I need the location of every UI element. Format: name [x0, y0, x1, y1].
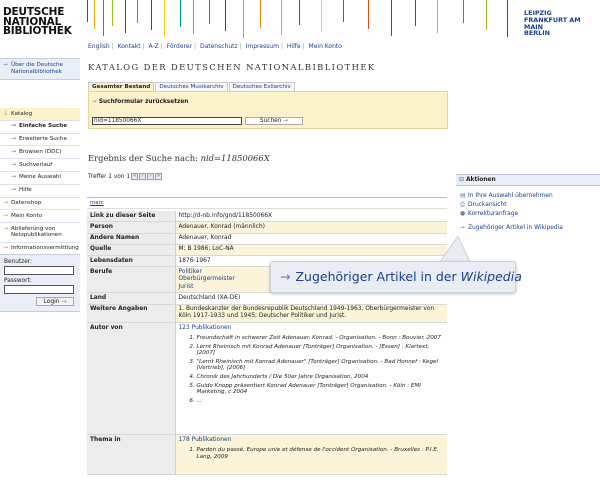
- marc-row: [87, 197, 447, 209]
- stripe: [463, 0, 464, 23]
- sidebar-item-label: Informationsvermittlung: [11, 245, 79, 252]
- record-table: [87, 211, 447, 475]
- stripe: [415, 0, 416, 26]
- table-row: [87, 222, 447, 233]
- stripe: [125, 0, 126, 33]
- table-row: [87, 233, 447, 244]
- next-page-icon[interactable]: ›: [147, 173, 154, 180]
- tab-musikarchiv[interactable]: Deutsches Musikarchiv: [155, 82, 227, 91]
- autor-cell: [175, 323, 447, 435]
- logo-line: DEUTSCHE: [3, 6, 65, 18]
- publication-list: [189, 335, 445, 404]
- nav-a-z[interactable]: A-Z: [148, 43, 159, 50]
- stripe: [193, 0, 194, 34]
- sidebar-item-suchverlauf[interactable]: [0, 159, 80, 172]
- stripe: [281, 0, 282, 35]
- actions-header: [456, 174, 600, 186]
- prev-page-icon[interactable]: ‹: [139, 173, 146, 180]
- sidebar-item-datenshop[interactable]: [0, 198, 80, 211]
- stripe: [94, 0, 95, 29]
- stripe: [180, 0, 181, 27]
- autor-publications-link[interactable]: 123 Publikationen: [178, 324, 232, 331]
- stripe: [209, 0, 210, 24]
- password-label: Passwort:: [4, 278, 32, 284]
- action-wikipedia-article[interactable]: [456, 224, 600, 232]
- city-leipzig[interactable]: LEIPZIG: [524, 9, 552, 17]
- arrow-icon: →: [92, 99, 97, 105]
- city-berlin[interactable]: BERLIN: [524, 29, 550, 38]
- arrow-icon: →: [3, 62, 8, 68]
- arrow-icon: →: [11, 122, 17, 130]
- stripe: [486, 0, 487, 30]
- decorative-stripes: [85, 0, 515, 40]
- stripe: [164, 0, 165, 37]
- row-label: Berufe: [87, 267, 175, 293]
- first-page-icon[interactable]: «: [132, 173, 137, 179]
- city-list: [524, 10, 600, 37]
- dnb-logo[interactable]: [3, 8, 83, 37]
- username-label: Benutzer:: [4, 259, 33, 265]
- print-icon: ⎙: [460, 201, 465, 208]
- arrow-icon: →: [3, 224, 9, 232]
- logo-line: NATIONAL: [3, 15, 62, 28]
- login-box: [0, 254, 80, 312]
- tab-gesamter-bestand[interactable]: Gesamter Bestand: [88, 82, 154, 91]
- pager-text: Treffer 1 von 1: [88, 173, 131, 180]
- action-correction-request[interactable]: [456, 210, 600, 218]
- zoom-callout-text: Zugehöriger Artikel in der: [295, 269, 461, 284]
- login-button[interactable]: [36, 297, 74, 306]
- city-frankfurt[interactable]: FRANKFURT AM MAIN: [524, 15, 581, 31]
- zoom-callout-wikipedia: Wikipedia: [460, 269, 522, 284]
- table-row: [87, 304, 447, 323]
- sidebar-item-label: Erweiterte Suche: [19, 136, 67, 143]
- sidebar-item-label: Katalog: [11, 110, 33, 117]
- search-button-label: Suchen: [259, 118, 282, 124]
- row-label: Thema in: [87, 435, 175, 475]
- stripe: [243, 0, 244, 38]
- zoom-callout[interactable]: [270, 261, 522, 293]
- beruf-link[interactable]: Oberbürgermeister: [178, 276, 235, 283]
- catalog-tabs: [88, 82, 296, 91]
- nav-mein-konto[interactable]: Mein Konto: [308, 43, 342, 50]
- beruf-link[interactable]: Politiker: [178, 268, 202, 275]
- stripe: [368, 0, 369, 29]
- arrow-icon: →: [283, 118, 289, 124]
- username-input[interactable]: [4, 266, 74, 275]
- arrow-icon: →: [11, 135, 17, 143]
- publication-list: [189, 447, 445, 460]
- sidebar-item-mein-konto[interactable]: [0, 210, 80, 223]
- nav-hilfe[interactable]: Hilfe: [286, 43, 301, 50]
- action-label: Zugehöriger Artikel in Wikipedia: [468, 225, 563, 232]
- stripe: [137, 0, 138, 23]
- page-title: KATALOG DER DEUTSCHEN NATIONALBIBLIOTHEK: [88, 62, 376, 72]
- actions-panel: [456, 174, 600, 233]
- row-value: 1876-1967: [175, 256, 447, 267]
- nav-foerderer[interactable]: Förderer: [166, 43, 193, 50]
- sidebar-item-label: Mein Konto: [11, 212, 43, 219]
- thema-publications-link[interactable]: 178 Publikationen: [178, 436, 232, 443]
- arrow-icon: →: [11, 173, 17, 181]
- bullet-icon: ●: [460, 210, 466, 217]
- reset-search-link[interactable]: [92, 99, 188, 105]
- table-row: [87, 211, 447, 222]
- search-form: [88, 91, 448, 129]
- reset-search-label: Suchformular zurücksetzen: [98, 99, 189, 105]
- sidebar-item-label: Browsen (DDC): [19, 148, 62, 155]
- list-item[interactable]: 1. Freundschaft in schwerer Zeit Adenauer, Konrad. - Organisation. - Bonn : Bouvier, 2007: [197, 335, 445, 342]
- sidebar-item-meine-auswahl[interactable]: [0, 172, 80, 185]
- main-content: [88, 62, 448, 180]
- arrow-icon: ↓: [3, 109, 9, 117]
- stripe: [151, 0, 152, 30]
- row-label: Quelle: [87, 244, 175, 255]
- stripe: [437, 0, 438, 33]
- stripe: [225, 0, 226, 31]
- row-value: Adenauer, Konrad (männlich): [175, 222, 447, 233]
- sidebar-item-erweiterte-suche[interactable]: [0, 134, 80, 147]
- row-label: Autor von: [87, 323, 175, 435]
- arrow-icon: →: [11, 186, 17, 194]
- arrow-icon: →: [460, 225, 465, 232]
- last-page-icon[interactable]: »: [156, 173, 161, 179]
- nav-kontakt[interactable]: Kontakt: [117, 43, 141, 50]
- row-label: Person: [87, 222, 175, 233]
- action-print-view[interactable]: [456, 200, 600, 209]
- action-label: Druckansicht: [468, 201, 507, 208]
- result-prefix: Ergebnis der Suche nach:: [88, 153, 201, 163]
- row-label: Land: [87, 293, 175, 304]
- stripe: [103, 0, 104, 36]
- beruf-link[interactable]: Jurist: [178, 283, 194, 290]
- header: [0, 0, 600, 52]
- stripe: [260, 0, 261, 28]
- row-label: Lebensdaten: [87, 256, 175, 267]
- stripe: [87, 0, 88, 22]
- collapse-icon[interactable]: ⊟: [459, 177, 464, 183]
- list-item[interactable]: 1. Pardon du passé, Europe unie et défense de l'occident Organisation. - Bruxelles : P.I.E. Lang, 2009: [197, 447, 445, 460]
- logo-line: BIBLIOTHEK: [3, 25, 72, 38]
- thema-cell: [175, 435, 447, 475]
- row-value: 1. Bundeskanzler der Bundesrepublik Deutschland 1949-1963, Oberbürgermeister von Köln 1917-1933 und 1945; Deutscher Politiker und Jurist.: [175, 304, 447, 323]
- sidebar-item-label: Einfache Suche: [19, 123, 68, 130]
- stripe: [507, 0, 508, 37]
- nav-impressum[interactable]: Impressum: [245, 43, 279, 50]
- sidebar-item-hilfe[interactable]: [0, 185, 80, 198]
- search-button[interactable]: [245, 117, 303, 125]
- table-row: [87, 293, 447, 304]
- sidebar-item-label: Hilfe: [19, 187, 32, 194]
- sidebar-item-katalog[interactable]: [0, 108, 80, 121]
- arrow-icon: →: [280, 269, 291, 284]
- arrow-icon: →: [61, 298, 67, 305]
- arrow-icon: →: [11, 160, 17, 168]
- row-value: Deutschland (XA-DE): [175, 293, 447, 304]
- search-input[interactable]: nid=11850066X: [92, 117, 242, 125]
- action-label: Korrekturanfrage: [468, 210, 519, 217]
- result-heading: [88, 153, 270, 163]
- sidebar-about-label: Über die Deutsche Nationalbibliothek: [11, 62, 63, 75]
- list-item[interactable]: 4. Chronik des Jahrhunderts / Die 50er Jahre Organisation, 2004: [197, 374, 445, 381]
- stripe: [391, 0, 392, 36]
- table-row: [87, 435, 447, 475]
- arrow-icon: →: [3, 199, 9, 207]
- permalink[interactable]: http://d-nb.info/gnd/11850066X: [175, 211, 447, 222]
- top-nav: English | Kontakt | A-Z | Förderer | Datenschutz | Impressum | Hilfe | Mein Konto: [88, 43, 342, 50]
- nav-english[interactable]: English: [88, 43, 110, 50]
- result-query: nid=11850066X: [200, 153, 270, 163]
- row-label: Andere Namen: [87, 233, 175, 244]
- nav-datenschutz[interactable]: Datenschutz: [199, 43, 238, 50]
- stripe: [299, 0, 300, 25]
- table-row: [87, 323, 447, 435]
- table-row: [87, 244, 447, 255]
- list-item[interactable]: 3. "Lernt Rheinisch mit Konrad Adenauer" [Tonträger] Organisation. - Bad Honnef : Kegel [Vertrieb], [2006]: [197, 359, 445, 372]
- add-to-selection-icon: ▤: [460, 193, 466, 200]
- list-item: 6. ...: [197, 398, 445, 405]
- sidebar-item-label: Ablieferung von Netzpublikationen: [11, 225, 62, 239]
- stripe: [321, 0, 322, 32]
- arrow-icon: →: [3, 244, 9, 252]
- row-value: Adenauer, Konrad: [175, 233, 447, 244]
- sidebar-item-label: Datenshop: [11, 200, 42, 207]
- sidebar: [0, 58, 80, 256]
- sidebar-item-label: Meine Auswahl: [19, 174, 61, 181]
- sidebar-item-label: Suchverlauf: [19, 161, 53, 168]
- sidebar-item-einfache-suche[interactable]: [0, 121, 80, 134]
- password-input[interactable]: [4, 285, 74, 294]
- marc-icon[interactable]: marc: [90, 200, 104, 206]
- list-item[interactable]: 5. Guido Knopp präsentiert Konrad Adenauer [Tonträger] Organisation. - Köln : EMI Marketing, c 2004: [197, 383, 445, 396]
- sidebar-item-browsen[interactable]: [0, 146, 80, 159]
- arrow-icon: →: [3, 211, 9, 219]
- sidebar-item-ablieferung[interactable]: [0, 223, 80, 243]
- action-add-to-selection[interactable]: [456, 192, 600, 200]
- pager: [88, 173, 162, 180]
- login-button-label: Login: [43, 298, 60, 305]
- action-label: In Ihre Auswahl übernehmen: [468, 193, 553, 200]
- stripe: [112, 0, 113, 26]
- row-value: M; B 1986; LoC-NA: [175, 244, 447, 255]
- sidebar-about-link[interactable]: [0, 58, 80, 80]
- tab-exilarchiv[interactable]: Deutsches Exilarchiv: [229, 82, 295, 91]
- row-label: Weitere Angaben: [87, 304, 175, 323]
- stripe: [343, 0, 344, 22]
- arrow-icon: →: [11, 147, 17, 155]
- list-item[interactable]: 2. Lernt Rheinisch mit Konrad Adenauer [Tonträger] Organisation. - [Essen] : Klartext, [2007]: [197, 344, 445, 357]
- actions-title: Aktionen: [466, 177, 496, 183]
- row-label: Link zu dieser Seite: [87, 211, 175, 222]
